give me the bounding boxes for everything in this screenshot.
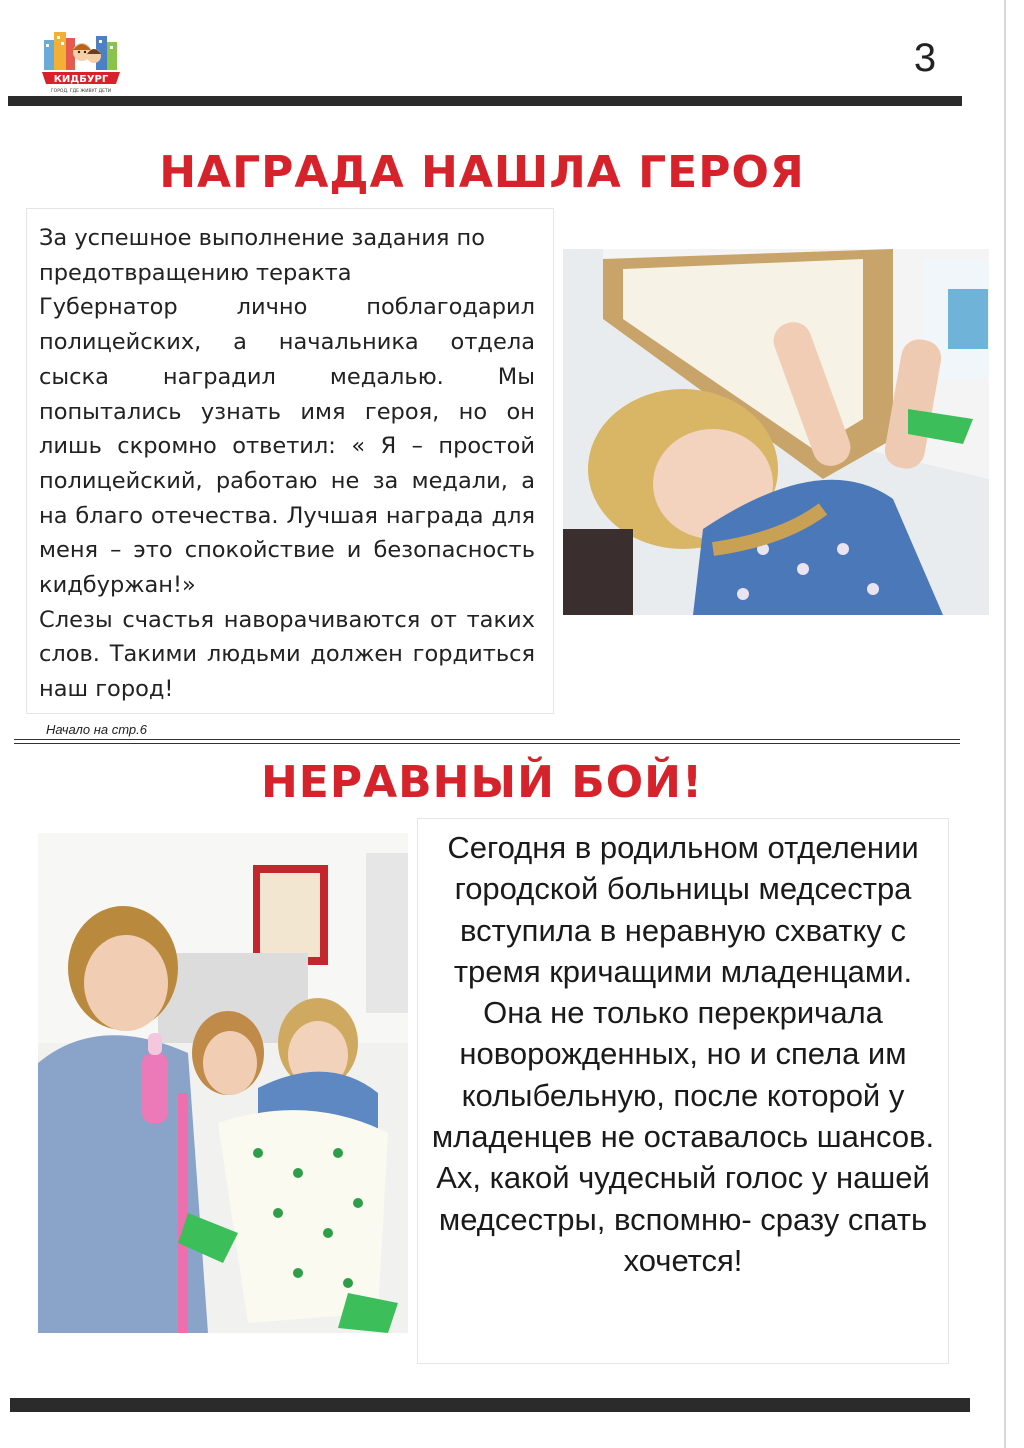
scan-edge <box>1004 0 1006 1448</box>
photo-nurses-with-dolls-icon <box>38 833 408 1333</box>
page-number: 3 <box>913 36 937 80</box>
article-2-photo <box>38 833 408 1333</box>
article-1-paragraph-3: Слезы счастья наворачиваются от таких слов. Такими людьми должен гордиться наш город! <box>39 606 535 703</box>
article-1-photo <box>563 249 989 615</box>
logo-tagline: ГОРОД, ГДЕ ЖИВУТ ДЕТИ <box>50 89 112 94</box>
article-2-title: НЕРАВНЫЙ БОЙ! <box>260 757 704 808</box>
kidburg-logo-icon <box>40 26 122 94</box>
article-1-paragraph-2: Губернатор лично поблагодарил полицейских, а начальника отдела сыска наградил медалью. Мы попытались узнать имя героя, но он лишь скромно ответил: « Я – простой полицейский, работаю не за медали, а на благо отечества. Лучшая награда для меня – это спокойствие и безопасность кидбуржан!» <box>39 294 535 599</box>
bottom-divider <box>10 1398 970 1412</box>
article-1-paragraph-1: За успешное выполнение задания по предотвращению теракта <box>39 225 486 286</box>
top-divider <box>8 96 962 106</box>
article-2-paragraph: Сегодня в родильном отделении городской больницы медсестра вступила в неравную схватку с тремя кричащими младенцами. Она не только перекричала новорожденных, но и спела им колыбельную, после которой у младенцев не оставалось шансов. Ах, какой чудесный голос у нашей медсестры, вспомню- сразу спать хочется! <box>431 830 935 1278</box>
article-1-title: НАГРАДА НАШЛА ГЕРОЯ <box>159 147 805 198</box>
continued-note: Начало на стр.6 <box>46 722 147 737</box>
photo-girl-at-board-icon <box>563 249 989 615</box>
article-2-text <box>417 818 949 1364</box>
kidburg-logo <box>40 26 122 94</box>
section-divider <box>14 739 960 744</box>
logo-wordmark: КИДБУРГ <box>53 74 109 85</box>
article-1-text <box>26 208 554 714</box>
